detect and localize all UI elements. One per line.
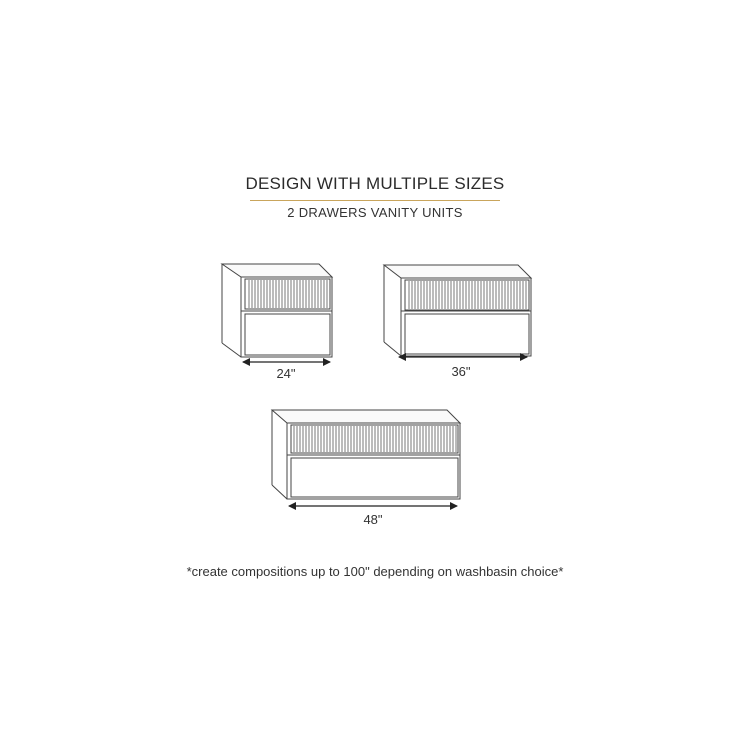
page-title: DESIGN WITH MULTIPLE SIZES	[245, 174, 505, 193]
fluted-ribs-48	[294, 426, 456, 452]
lower-drawer-24	[245, 314, 330, 355]
vanity-unit-24	[222, 264, 332, 362]
lower-drawer-48	[291, 458, 458, 497]
footnote: *create compositions up to 100" depending on washbasin choice*	[186, 564, 564, 579]
size-label-24: 24"	[276, 366, 296, 381]
size-label-36: 36"	[451, 364, 471, 379]
vanity-unit-48	[272, 410, 460, 506]
fluted-drawer-front-48	[291, 425, 458, 453]
fluted-ribs-24	[249, 280, 327, 308]
page-subtitle: 2 DRAWERS VANITY UNITS	[287, 205, 463, 220]
vanity-unit-36	[384, 265, 531, 357]
size-label-48: 48"	[363, 512, 383, 527]
lower-drawer-36	[405, 314, 529, 354]
